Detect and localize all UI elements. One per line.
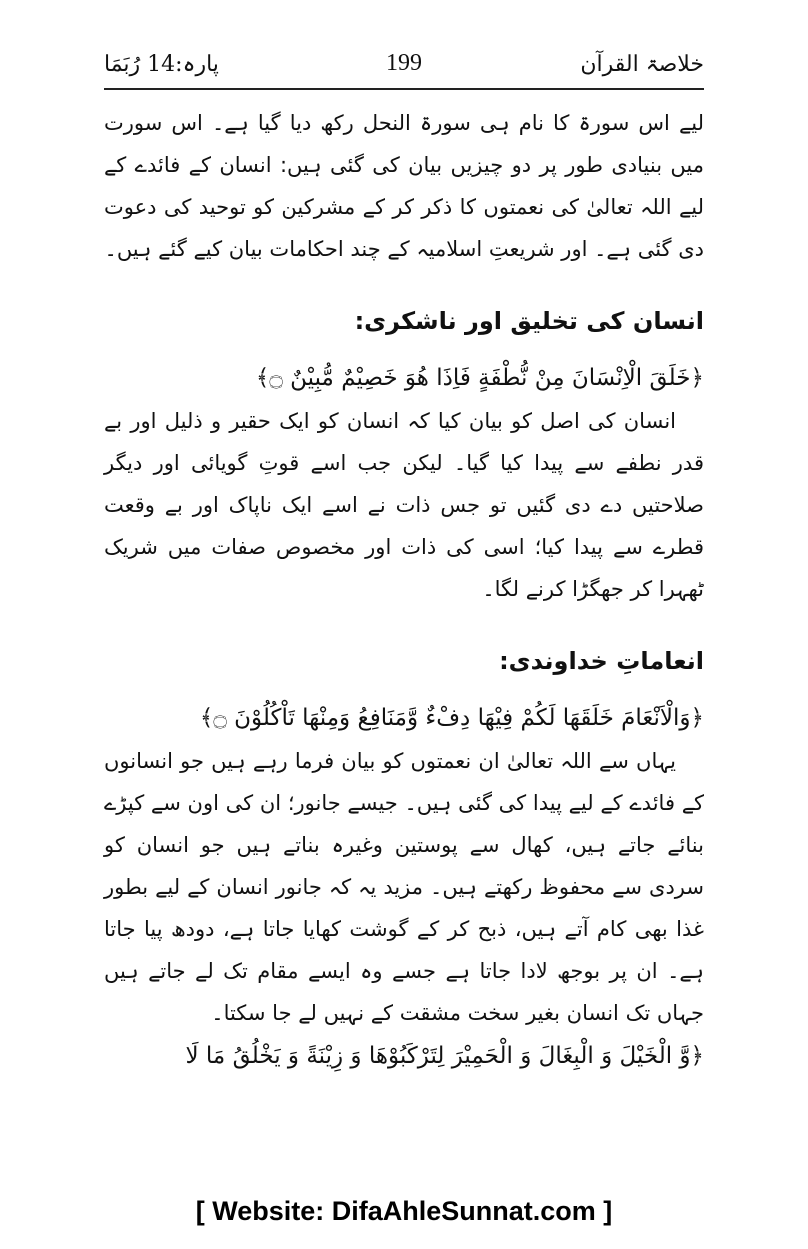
header-divider [104, 88, 704, 90]
page-body [104, 102, 704, 1078]
website-footer: [ Website: DifaAhleSunnat.com ] [195, 1196, 613, 1226]
ayah-horses: ﴿وَّ الْخَيْلَ وَ الْبِغَالَ وَ الْحَمِيْرَ لِتَرْكَبُوْهَا وَ زِيْنَةً وَ يَخْلُقُ مَا لَا [185, 1043, 704, 1069]
section-heading-blessings: انعاماتِ خداوندی: [499, 647, 704, 675]
page-header [104, 44, 704, 90]
ayah-creation: ﴿خَلَقَ الْاِنْسَانَ مِنْ نُّطْفَةٍ فَاِذَا هُوَ خَصِيْمٌ مُّبِيْنٌ ۝﴾ [255, 365, 704, 391]
paragraph-blessings: یہاں سے اللہ تعالیٰ ان نعمتوں کو بیان فرما رہے ہیں جو انسانوں کے فائدے کے لیے پیدا کی گئی ہیں۔ جیسے جانور؛ ان کی اون سے کپڑے بنائے جاتے ہیں، کھال سے پوستین وغیرہ بناتے ہیں جو انسان کو سردی سے محفوظ رکھتے ہیں۔ مزید یہ کہ جانور انسان کے لیے بطور غذا بھی کام آتے ہیں، ذبح کر کے گوشت کھایا جاتا ہے، دودھ پیا جاتا ہے۔ ان پر بوجھ لادا جاتا ہے جسے وہ ایسے مقام تک لے جاتے ہیں جہاں تک انسان بغیر سخت مشقت کے نہیں لے جا سکتا۔ [104, 749, 704, 1025]
ayah-cattle: ﴿وَالْاَنْعَامَ خَلَقَهَا لَكُمْ فِيْهَا دِفْءٌ وَّمَنَافِعُ وَمِنْهَا تَاْكُلُوْنَ ۝﴾ [199, 705, 704, 731]
page-number: 199 [386, 50, 422, 76]
para-label: پارہ:14 رُبَمَا [104, 52, 219, 77]
intro-paragraph: لیے اس سورۃ کا نام ہی سورۃ النحل رکھ دیا گیا ہے۔ اس سورت میں بنیادی طور پر دو چیزیں بیان کی گئی ہیں: انسان کے فائدے کے لیے اللہ تعالیٰ کی نعمتوں کا ذکر کر کے مشرکین کو توحید کی دعوت دی گئی ہے۔ اور شریعتِ اسلامیہ کے چند احکامات بیان کیے گئے ہیں۔ [104, 111, 704, 261]
section-heading-creation: انسان کی تخلیق اور ناشکری: [354, 307, 704, 335]
paragraph-creation: انسان کی اصل کو بیان کیا کہ انسان کو ایک حقیر و ذلیل اور بے قدر نطفے سے پیدا کیا گیا۔ لیکن جب اسے قوتِ گویائی اور دیگر صلاحتیں دے دی گئیں تو جس ذات نے اسے ایک ناپاک اور بے وقعت قطرے سے پیدا کیا؛ اسی کی ذات اور مخصوص صفات میں شریک ٹھہرا کر جھگڑا کرنے لگا۔ [104, 409, 704, 601]
book-title: خلاصۃ القرآن [580, 52, 704, 77]
